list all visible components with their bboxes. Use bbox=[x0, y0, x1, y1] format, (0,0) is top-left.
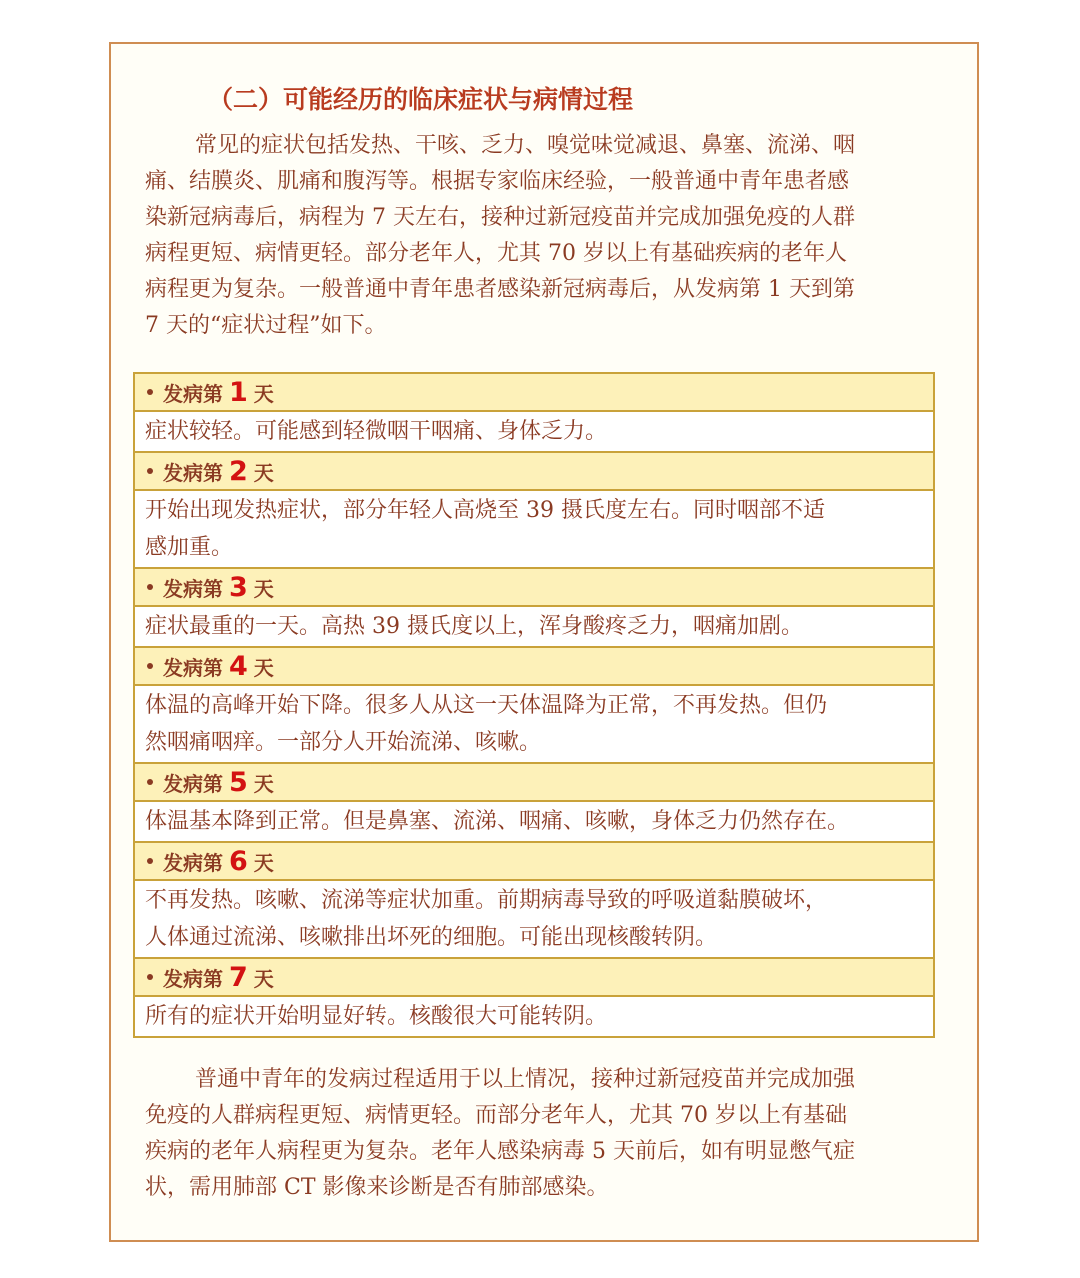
bullet-icon bbox=[147, 468, 153, 474]
day-suffix: 天 bbox=[253, 966, 274, 991]
description-line: 感加重。 bbox=[145, 535, 234, 560]
intro-line: 病程更为复杂。一般普通中青年患者感染新冠病毒后，从发病第 1 天到第 bbox=[145, 277, 855, 302]
day-5-description bbox=[135, 802, 933, 843]
intro-line: 痛、结膜炎、肌痛和腹泻等。根据专家临床经验，一般普通中青年患者感 bbox=[145, 169, 850, 194]
intro-line: 病程更短、病情更轻。部分老年人，尤其 70 岁以上有基础疾病的老年人 bbox=[145, 241, 847, 266]
outro-line: 状，需用肺部 CT 影像来诊断是否有肺部感染。 bbox=[145, 1175, 609, 1200]
description-line: 然咽痛咽痒。一部分人开始流涕、咳嗽。 bbox=[145, 730, 542, 755]
day-prefix: 发病第 bbox=[163, 381, 223, 406]
day-number: 5 bbox=[229, 766, 248, 798]
day-prefix: 发病第 bbox=[163, 460, 223, 485]
day-5-header bbox=[135, 764, 933, 802]
day-3-header bbox=[135, 569, 933, 607]
outro-line: 免疫的人群病程更短、病情更轻。而部分老年人，尤其 70 岁以上有基础 bbox=[145, 1103, 847, 1128]
description-line: 症状最重的一天。高热 39 摄氏度以上，浑身酸疼乏力，咽痛加剧。 bbox=[145, 614, 803, 639]
bullet-icon bbox=[147, 974, 153, 980]
day-1-header bbox=[135, 374, 933, 412]
day-prefix: 发病第 bbox=[163, 966, 223, 991]
day-2-description bbox=[135, 491, 933, 569]
bullet-icon bbox=[147, 389, 153, 395]
day-number: 1 bbox=[229, 376, 248, 408]
day-6-header bbox=[135, 843, 933, 881]
day-prefix: 发病第 bbox=[163, 771, 223, 796]
bullet-icon bbox=[147, 858, 153, 864]
day-2-header bbox=[135, 453, 933, 491]
day-number: 4 bbox=[229, 650, 248, 682]
day-4-description bbox=[135, 686, 933, 764]
day-number: 7 bbox=[229, 961, 248, 993]
day-6-description bbox=[135, 881, 933, 959]
bullet-icon bbox=[147, 663, 153, 669]
day-number: 6 bbox=[229, 845, 248, 877]
bullet-icon bbox=[147, 584, 153, 590]
day-prefix: 发病第 bbox=[163, 576, 223, 601]
day-suffix: 天 bbox=[253, 381, 274, 406]
day-7-header bbox=[135, 959, 933, 997]
day-7-description bbox=[135, 997, 933, 1036]
day-prefix: 发病第 bbox=[163, 655, 223, 680]
intro-line: 染新冠病毒后，病程为 7 天左右，接种过新冠疫苗并完成加强免疫的人群 bbox=[145, 205, 855, 230]
description-line: 体温基本降到正常。但是鼻塞、流涕、咽痛、咳嗽，身体乏力仍然存在。 bbox=[145, 809, 850, 834]
intro-line: 常见的症状包括发热、干咳、乏力、嗅觉味觉减退、鼻塞、流涕、咽 bbox=[195, 133, 856, 158]
intro-paragraph bbox=[145, 128, 945, 344]
day-3-description bbox=[135, 607, 933, 648]
outro-paragraph bbox=[145, 1062, 945, 1206]
day-number: 3 bbox=[229, 571, 248, 603]
day-suffix: 天 bbox=[253, 460, 274, 485]
bullet-icon bbox=[147, 779, 153, 785]
description-line: 所有的症状开始明显好转。核酸很大可能转阴。 bbox=[145, 1004, 608, 1029]
day-4-header bbox=[135, 648, 933, 686]
description-line: 人体通过流涕、咳嗽排出坏死的细胞。可能出现核酸转阴。 bbox=[145, 925, 718, 950]
day-1-description bbox=[135, 412, 933, 453]
day-suffix: 天 bbox=[253, 655, 274, 680]
day-number: 2 bbox=[229, 455, 248, 487]
description-line: 不再发热。咳嗽、流涕等症状加重。前期病毒导致的呼吸道黏膜破坏， bbox=[145, 888, 828, 913]
description-line: 体温的高峰开始下降。很多人从这一天体温降为正常，不再发热。但仍 bbox=[145, 693, 828, 718]
intro-line: 7 天的“症状过程”如下。 bbox=[145, 313, 387, 338]
symptom-timeline-table bbox=[133, 372, 935, 1038]
day-suffix: 天 bbox=[253, 850, 274, 875]
description-line: 症状较轻。可能感到轻微咽干咽痛、身体乏力。 bbox=[145, 419, 608, 444]
description-line: 开始出现发热症状，部分年轻人高烧至 39 摄氏度左右。同时咽部不适 bbox=[145, 498, 825, 523]
day-suffix: 天 bbox=[253, 576, 274, 601]
day-suffix: 天 bbox=[253, 771, 274, 796]
day-prefix: 发病第 bbox=[163, 850, 223, 875]
outro-line: 普通中青年的发病过程适用于以上情况，接种过新冠疫苗并完成加强 bbox=[195, 1067, 856, 1092]
section-title: （二）可能经历的临床症状与病情过程 bbox=[208, 85, 634, 114]
outro-line: 疾病的老年人病程更为复杂。老年人感染病毒 5 天前后，如有明显憋气症 bbox=[145, 1139, 855, 1164]
